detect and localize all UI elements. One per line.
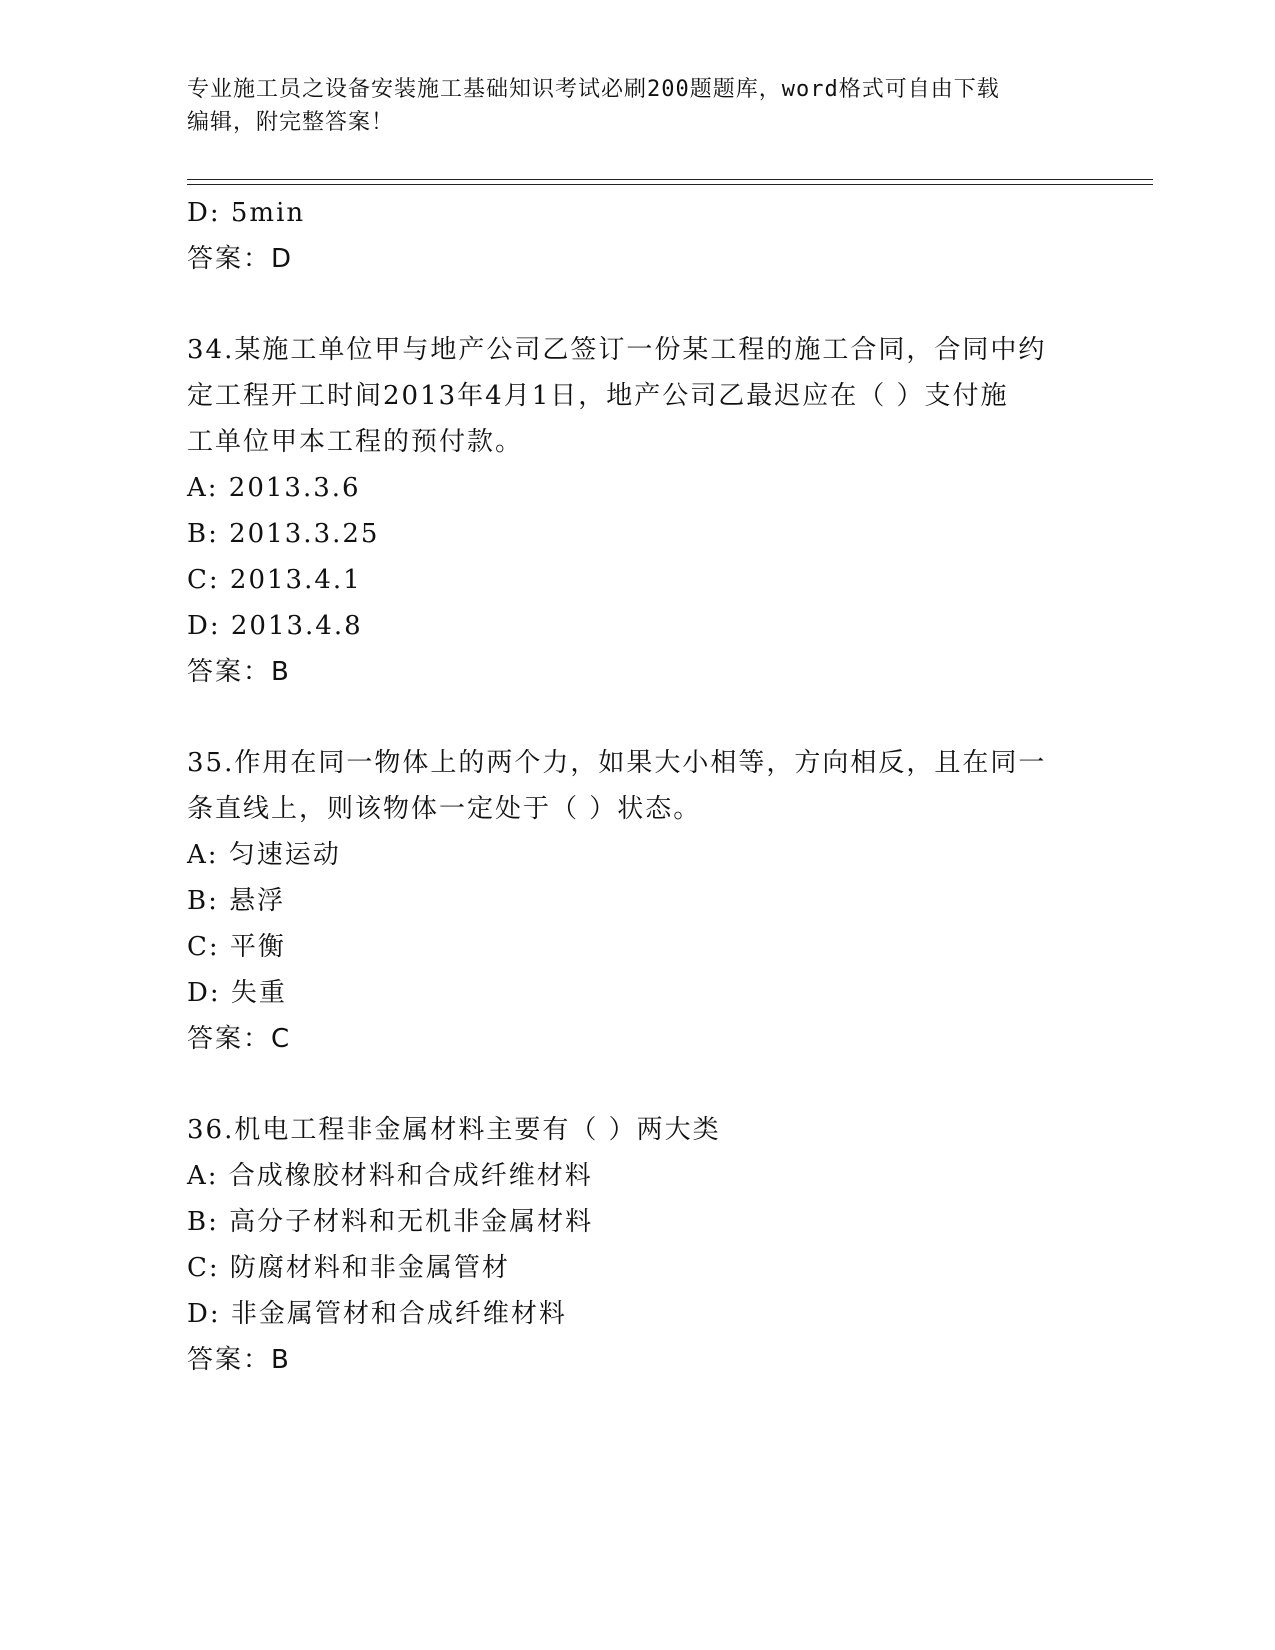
- question-content: [187, 190, 1087, 1383]
- question-36: [187, 1107, 1087, 1383]
- previous-answer: 答案：D: [187, 244, 294, 274]
- option-d: D: 非金属管材和合成纤维材料: [187, 1299, 567, 1329]
- question-text-line: 条直线上，则该物体一定处于（ ）状态。: [187, 794, 702, 824]
- previous-option-d: D: 5min: [187, 198, 306, 228]
- option-a: A: 合成橡胶材料和合成纤维材料: [187, 1161, 593, 1191]
- option-d: D: 2013.4.8: [187, 611, 363, 641]
- answer: 答案：B: [187, 657, 291, 687]
- option-b: B: 2013.3.25: [187, 519, 380, 549]
- option-d: D: 失重: [187, 978, 287, 1008]
- option-c: C: 防腐材料和非金属管材: [187, 1253, 510, 1283]
- document-header: [187, 73, 1087, 139]
- header-divider-top: [187, 179, 1153, 180]
- question-34: [187, 327, 1087, 695]
- option-a: A: 2013.3.6: [187, 473, 361, 503]
- spacer: [187, 695, 1087, 740]
- option-b: B: 高分子材料和无机非金属材料: [187, 1207, 594, 1237]
- option-a: A: 匀速运动: [187, 840, 341, 870]
- question-text-line: 定工程开工时间2013年4月1日，地产公司乙最迟应在（ ）支付施: [187, 381, 1009, 411]
- answer: 答案：C: [187, 1024, 292, 1054]
- question-35: [187, 740, 1087, 1062]
- question-text-line: 36.机电工程非金属材料主要有（ ）两大类: [187, 1115, 721, 1145]
- spacer: [187, 282, 1087, 327]
- option-c: C: 平衡: [187, 932, 286, 962]
- header-title-line-2: 编辑，附完整答案！: [187, 110, 395, 135]
- option-b: B: 悬浮: [187, 886, 286, 916]
- answer: 答案：B: [187, 1345, 291, 1375]
- header-title-line-1: 专业施工员之设备安装施工基础知识考试必刷200题题库，word格式可自由下载: [187, 77, 1000, 102]
- question-text-line: 工单位甲本工程的预付款。: [187, 427, 524, 457]
- question-text-line: 34.某施工单位甲与地产公司乙签订一份某工程的施工合同，合同中约: [187, 335, 1047, 365]
- question-text-line: 35.作用在同一物体上的两个力，如果大小相等，方向相反，且在同一: [187, 748, 1047, 778]
- spacer: [187, 1062, 1087, 1107]
- option-c: C: 2013.4.1: [187, 565, 362, 595]
- header-divider-bottom: [187, 184, 1153, 185]
